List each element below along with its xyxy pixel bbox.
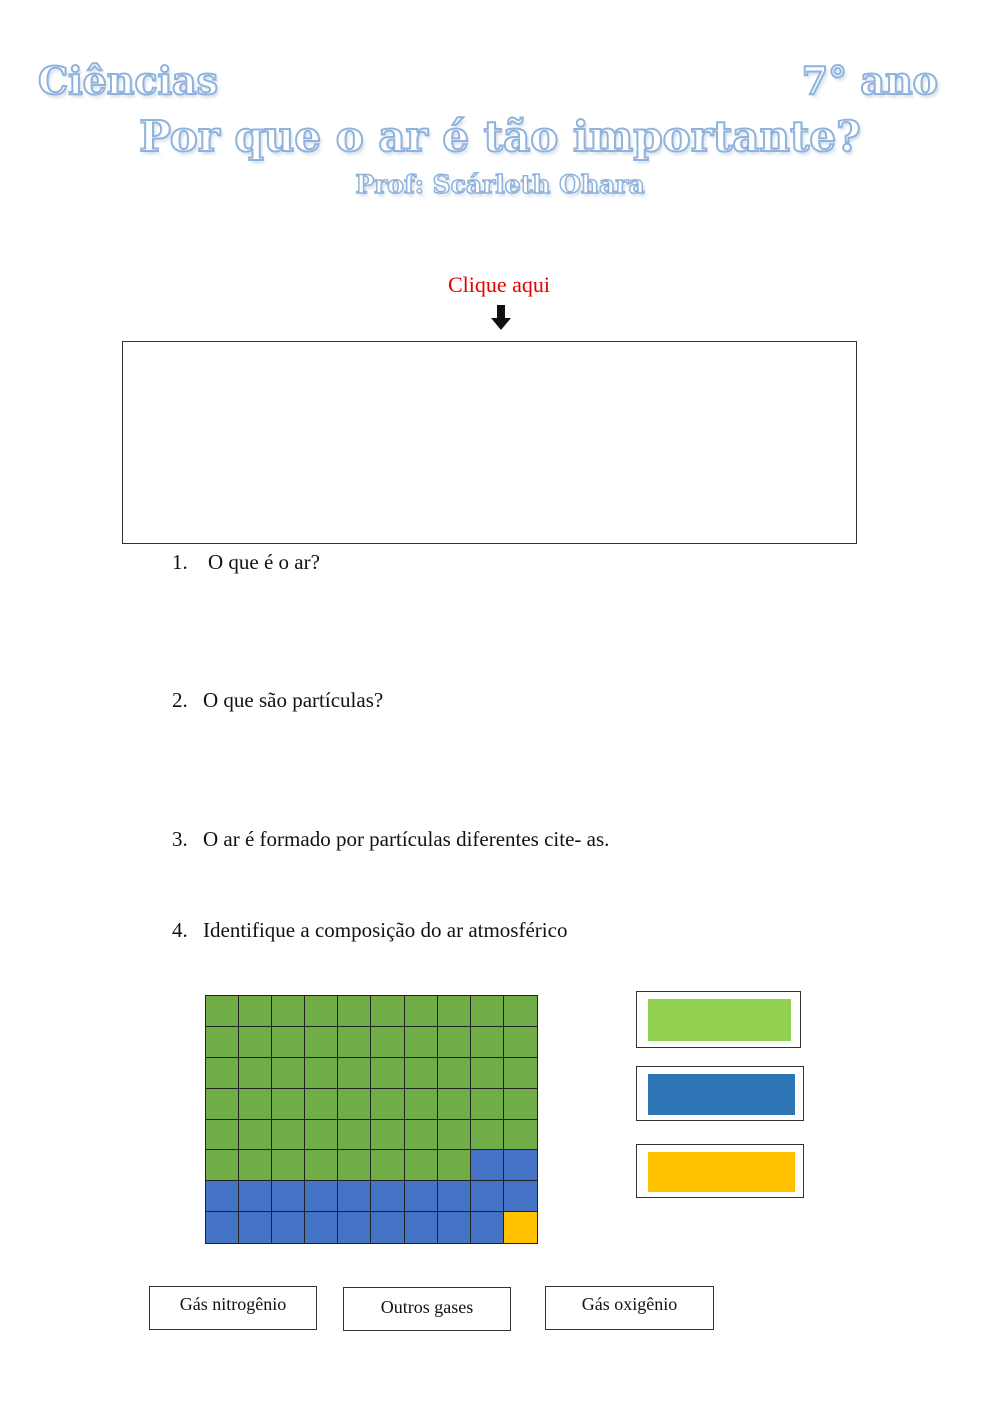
grid-cell <box>438 1181 471 1212</box>
grid-cell <box>438 1150 471 1181</box>
grid-cell <box>438 996 471 1027</box>
grid-cell <box>305 1181 338 1212</box>
grid-cell <box>405 1212 438 1243</box>
grid-cell <box>338 996 371 1027</box>
grid-cell <box>371 1120 404 1151</box>
grid-cell <box>206 1150 239 1181</box>
media-embed-box[interactable] <box>122 341 857 544</box>
grid-cell <box>405 1058 438 1089</box>
question-number: 2. <box>172 688 188 712</box>
question-text: Identifique a composição do ar atmosférico <box>203 918 568 942</box>
grid-cell <box>239 1212 272 1243</box>
grid-cell <box>438 1027 471 1058</box>
grid-cell <box>371 1058 404 1089</box>
page-title: Por que o ar é tão importante? <box>139 112 861 161</box>
grid-cell <box>206 1089 239 1120</box>
legend-swatch-blue <box>648 1074 795 1115</box>
grid-cell <box>405 1027 438 1058</box>
grid-cell <box>405 996 438 1027</box>
grid-cell <box>206 1058 239 1089</box>
legend-swatch-yellow <box>648 1152 795 1192</box>
drop-target-yellow[interactable] <box>636 1144 804 1198</box>
grid-cell <box>305 1027 338 1058</box>
grid-cell <box>405 1120 438 1151</box>
grid-cell <box>338 1027 371 1058</box>
grid-cell <box>338 1212 371 1243</box>
question-number: 1. <box>172 550 188 574</box>
grade-title: 7° ano <box>801 58 938 103</box>
grid-cell <box>471 1058 504 1089</box>
drop-target-blue[interactable] <box>636 1066 804 1121</box>
grid-cell <box>206 1027 239 1058</box>
grid-cell <box>239 1089 272 1120</box>
grid-cell <box>305 1089 338 1120</box>
question-number: 3. <box>172 827 188 851</box>
grid-cell <box>438 1058 471 1089</box>
grid-cell <box>438 1212 471 1243</box>
question-text: O ar é formado por partículas diferentes cite- as. <box>203 827 610 851</box>
grid-cell <box>272 1181 305 1212</box>
grid-cell <box>471 1089 504 1120</box>
grid-cell <box>206 1212 239 1243</box>
grid-cell <box>371 1089 404 1120</box>
grid-cell <box>272 1150 305 1181</box>
grid-cell <box>471 1212 504 1243</box>
grid-cell <box>338 1120 371 1151</box>
grid-cell <box>272 1058 305 1089</box>
grid-cell <box>239 1058 272 1089</box>
grid-cell <box>438 1120 471 1151</box>
click-here-link[interactable]: Clique aqui <box>447 272 551 297</box>
question-4 <box>172 918 567 943</box>
question-number: 4. <box>172 918 188 942</box>
grid-cell <box>504 1120 537 1151</box>
grid-cell <box>471 996 504 1027</box>
grid-cell <box>504 996 537 1027</box>
grid-cell <box>305 1212 338 1243</box>
grid-cell <box>305 1120 338 1151</box>
grid-cell <box>272 1120 305 1151</box>
grid-cell <box>371 1181 404 1212</box>
arrow-down-icon <box>491 305 511 331</box>
grid-cell <box>504 1212 537 1243</box>
grid-cell <box>272 1027 305 1058</box>
question-text: O que são partículas? <box>203 688 384 712</box>
grid-cell <box>239 996 272 1027</box>
grid-cell <box>471 1150 504 1181</box>
answer-label-other-gases[interactable]: Outros gases <box>343 1287 511 1331</box>
subject-title: Ciências <box>38 58 219 103</box>
grid-cell <box>338 1089 371 1120</box>
drop-target-green[interactable] <box>636 991 801 1048</box>
air-composition-grid <box>205 995 538 1244</box>
grid-cell <box>471 1120 504 1151</box>
grid-cell <box>239 1120 272 1151</box>
grid-cell <box>371 1212 404 1243</box>
grid-cell <box>504 1150 537 1181</box>
grid-cell <box>338 1150 371 1181</box>
question-3 <box>172 827 609 852</box>
answer-label-oxygen[interactable]: Gás oxigênio <box>545 1286 714 1330</box>
grid-cell <box>305 1058 338 1089</box>
grid-cell <box>272 1212 305 1243</box>
grid-cell <box>371 1027 404 1058</box>
grid-cell <box>239 1027 272 1058</box>
grid-cell <box>338 1181 371 1212</box>
grid-cell <box>305 1150 338 1181</box>
grid-cell <box>405 1181 438 1212</box>
grid-cell <box>405 1150 438 1181</box>
question-text: O que é o ar? <box>208 550 320 574</box>
grid-cell <box>504 1089 537 1120</box>
teacher-name: Prof: Scárleth Ohara <box>355 170 645 199</box>
grid-cell <box>504 1027 537 1058</box>
grid-cell <box>239 1150 272 1181</box>
grid-cell <box>504 1058 537 1089</box>
grid-cell <box>471 1181 504 1212</box>
answer-label-nitrogen[interactable]: Gás nitrogênio <box>149 1286 317 1330</box>
grid-cell <box>371 996 404 1027</box>
legend-swatch-green <box>648 999 791 1041</box>
question-1 <box>172 550 320 575</box>
grid-cell <box>206 996 239 1027</box>
grid-cell <box>504 1181 537 1212</box>
grid-cell <box>206 1120 239 1151</box>
question-2 <box>172 688 383 713</box>
grid-cell <box>371 1150 404 1181</box>
grid-cell <box>338 1058 371 1089</box>
grid-cell <box>305 996 338 1027</box>
grid-cell <box>272 996 305 1027</box>
grid-cell <box>272 1089 305 1120</box>
grid-cell <box>405 1089 438 1120</box>
grid-cell <box>206 1181 239 1212</box>
grid-cell <box>471 1027 504 1058</box>
grid-cell <box>239 1181 272 1212</box>
grid-cell <box>438 1089 471 1120</box>
